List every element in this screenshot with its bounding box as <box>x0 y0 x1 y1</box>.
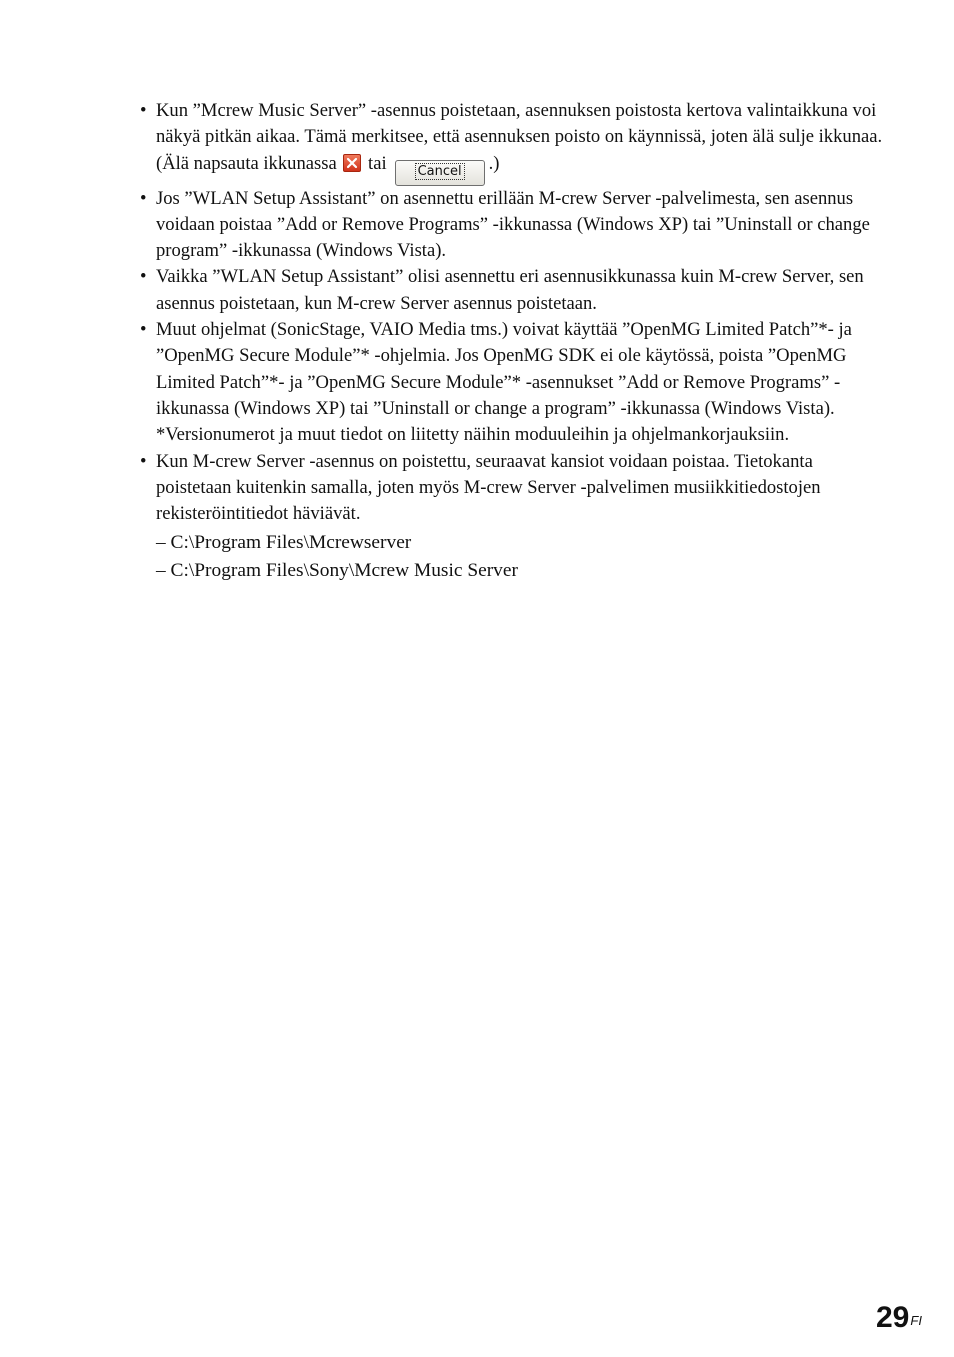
page-number <box>876 1300 922 1339</box>
bullet-mark: • <box>140 187 147 209</box>
list-item <box>140 449 890 585</box>
bullet-text: Muut ohjelmat (SonicStage, VAIO Media tms.) voivat käyttää ”OpenMG Limited Patch”*- ja ”OpenMG Secure Module”* -ohjelmia. Jos OpenMG SDK ei ole käytössä, poista ”OpenMG Limited Patch”*- ja ”OpenMG Secure Module”* -asennukset ”Add or Remove Programs” -ikkunassa (Windows XP) tai ”Uninstall or change a program” -ikkunassa (Windows Vista). <box>156 319 852 419</box>
bullet-text: Vaikka ”WLAN Setup Assistant” olisi asennettu eri asennusikkunassa kuin M-crew Server, sen asennus poistetaan, kun M-crew Server asennus poistetaan. <box>156 266 864 314</box>
page-number-value: 29 <box>876 1301 910 1334</box>
bullet-mark: • <box>140 266 147 288</box>
list-item <box>140 317 890 448</box>
page-language-code: FI <box>910 1313 922 1328</box>
bullet-mark: • <box>140 319 147 341</box>
bullet-list <box>140 98 890 584</box>
list-item <box>140 98 890 186</box>
bullet-text-after: .) <box>488 152 500 174</box>
document-body <box>140 98 890 584</box>
folder-path-list <box>156 529 890 584</box>
folder-path: – C:\Program Files\Sony\Mcrew Music Server <box>156 559 518 581</box>
bullet-text: Jos ”WLAN Setup Assistant” on asennettu erillään M-crew Server -palvelimesta, sen asennus voidaan poistaa ”Add or Remove Programs” -ikkunassa (Windows XP) tai ”Uninstall or change program” -ikkunassa (Windows Vista). <box>156 187 870 262</box>
cancel-button-label: Cancel <box>415 163 465 180</box>
bullet-text-between: tai <box>368 152 387 174</box>
footnote: *Versionumerot ja muut tiedot on liitetty näihin moduuleihin ja ohjelmankorjauksiin. <box>156 424 790 446</box>
bullet-mark: • <box>140 450 147 472</box>
bullet-mark: • <box>140 100 147 121</box>
bullet-text: Kun M-crew Server -asennus on poistettu, seuraavat kansiot voidaan poistaa. Tietokanta poistetaan kuitenkin samalla, joten myös M-crew Server -palvelimen musiikkitiedostojen rekisteröintitiedot häviävät. <box>156 450 821 525</box>
bullet-text: Kun ”Mcrew Music Server” -asennus poistetaan, asennuksen poistosta kertova valintaikkuna voi näkyä pitkän aikaa. Tämä merkitsee, että asennuksen poisto on käynnissä, joten älä sulje ikkunaa. (Älä napsauta ikkunassa <box>156 100 883 174</box>
close-icon <box>343 154 361 172</box>
list-item <box>140 264 890 317</box>
cancel-button <box>395 160 485 186</box>
list-item <box>140 186 890 265</box>
folder-path: – C:\Program Files\Mcrewserver <box>156 532 412 554</box>
